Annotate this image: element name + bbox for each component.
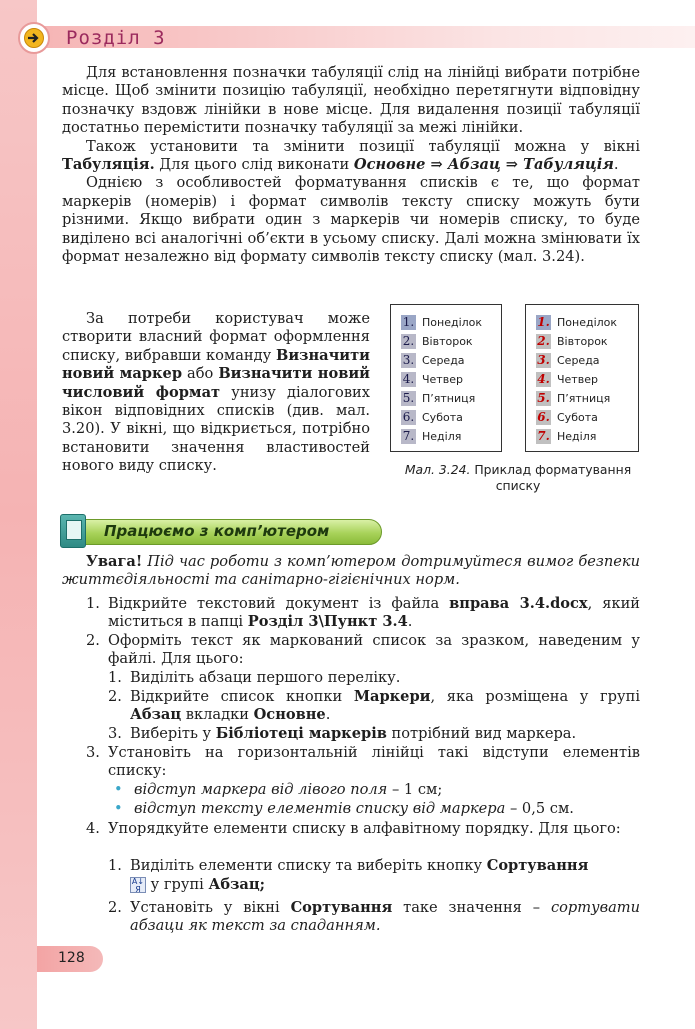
list-number-marker: 5. [537,391,550,405]
p2-path: Основне ⇒ Абзац ⇒ Табуляція [353,156,614,174]
list-number-marker: 3. [402,353,415,367]
list-item-label: П’ятниця [422,392,476,405]
figure-list-item [536,315,617,333]
list-item-label: П’ятниця [557,392,611,405]
s1-c: , який міститься в папці [108,595,641,631]
figure-caption [398,462,638,494]
s3b1-a: відступ маркера від лівого поля [134,781,388,798]
figure-list-style-a [390,304,502,452]
list-number-marker: 6. [402,410,415,424]
p4-text-a: За потреби користувач може створити власний формат оформлення списку, вибравши команду [62,310,370,364]
step-3-number: 3. [86,744,100,761]
list-item-label: Неділя [557,430,597,443]
step-1-number: 1. [86,595,100,612]
list-number-marker: 5. [402,391,415,405]
p4-text-c: або [182,365,219,383]
list-item-label: Середа [422,354,465,367]
practice-title: Працюємо з комп’ютером [104,522,330,540]
list-number-marker: 2. [402,334,415,348]
list-number-marker: 7. [537,429,550,443]
figure-list-item [401,353,465,371]
step-2-3-number: 3. [108,725,122,742]
step-2-1-number: 1. [108,669,122,686]
s22-f: Основне [253,706,326,724]
list-number-marker: 1. [402,315,415,329]
step-3: Установіть на горизонтальній лінійці такі відступи елементів списку: [108,744,640,780]
warning-label: Увага! [86,553,143,570]
s42-a: Установіть у вікні [130,899,291,916]
bullet-icon: • [114,800,123,817]
list-number-marker: 4. [402,372,415,386]
list-item-label: Четвер [422,373,463,386]
step-4-number: 4. [86,820,100,837]
warning-text: Під час роботи з комп’ютером дотримуйтеся вимог безпеки життєдіяльності та санітарно-гігієнічних норм. [62,553,640,589]
p4-text-e: унизу діалогових вікон відповідних списків (див. мал. 3.20). У вікні, що відкриється, потрібно встановити значення властивостей нового виду списку. [62,383,370,475]
s22-d: Абзац [130,706,182,724]
list-number-marker: 2. [537,334,550,348]
list-item-label: Понеділок [557,316,618,329]
s23-b: Бібліотеці маркерів [215,725,387,742]
p4-bold-2: Визначити новий числовий формат [62,365,370,401]
s1-file: вправа 3.4.docx [449,595,588,612]
computer-icon [60,514,86,548]
warning [62,553,640,590]
figure-list-item [536,410,598,428]
list-number-marker: 6. [537,410,550,424]
step-4-1-number: 1. [108,857,122,874]
figure-list-item [536,353,600,371]
paragraph-2 [62,138,640,175]
left-margin-strip [0,0,37,1029]
figure-list-item [401,391,475,409]
caption-number: Мал. 3.24. [404,462,471,477]
s3b2-b: – 0,5 см. [505,800,574,817]
paragraph-1-text: Для встановлення позначки табуляції слід на лінійці вибрати потрібне місце. Щоб змінити позицію табуляції, необхідно перетягнути відповідну позначку вздовж лінійки в нове місце. Для видалення позиції табуляції достатньо перемістити позначку табуляції за межі лінійки. [62,64,640,137]
s1-e: . [407,613,413,631]
p4-bold-1: Визначити новий маркер [62,346,370,383]
list-number-marker: 7. [402,429,415,443]
page-number: 128 [58,950,85,966]
list-item-label: Середа [557,354,600,367]
step-3-bullet-1 [134,781,640,799]
sort-icon: A↓ Я [131,877,145,894]
step-1 [108,595,640,632]
list-number-marker: 1. [537,315,550,329]
s23-c: потрібний вид маркера. [386,725,577,742]
step-4-2-number: 2. [108,899,122,916]
arrow-icon [18,22,50,54]
step-2-2 [130,688,640,725]
figure-list-item [536,334,608,352]
section-title: Розділ 3 [66,27,166,49]
step-2-3 [130,725,640,743]
list-number-marker: 4. [537,372,550,386]
s42-c: таке значення – [392,899,551,916]
list-item-label: Вівторок [557,335,608,348]
figure-list-style-b [525,304,639,452]
s41-b: Сортування [486,857,589,874]
s1-folder: Розділ 3\Пункт 3.4 [247,613,408,631]
s42-d: сортувати абзаци як текст за спаданням. [130,899,641,935]
list-number-marker: 3. [537,353,550,367]
figure-list-item [401,315,482,333]
paragraph-4 [62,310,370,476]
list-item-label: Понеділок [422,316,483,329]
list-item-label: Субота [557,411,598,424]
step-2-2-number: 2. [108,688,122,705]
bullet-icon: • [114,781,123,798]
list-item-label: Вівторок [422,335,473,348]
p2-text-c: Для цього слід виконати [154,156,354,174]
step-3-bullet-2 [134,800,640,818]
figure-list-item [401,410,463,428]
s22-c: , яка розміщена у групі [430,688,640,705]
step-4-2 [130,899,640,936]
s3b2-a: відступ тексту елементів списку від маркера [134,800,506,817]
s3b1-b: – 1 см; [387,781,443,798]
step-4-1 [130,857,640,875]
figure-list-item [401,429,461,447]
step-2-1: Виділіть абзаци першого переліку. [130,669,401,686]
p2-bold: Табуляція. [62,156,155,174]
s41-d: Абзац; [208,876,266,893]
s1-a: Відкрийте текстовий документ із файла [108,595,450,612]
s41-c: у групі [146,876,209,893]
figure-list-item [401,334,473,352]
s23-a: Виберіть у [130,725,216,742]
step-2-number: 2. [86,632,100,649]
s22-b: Маркери [353,688,431,705]
figure-list-item [536,429,596,447]
s42-b: Сортування [290,899,393,916]
caption-text: Приклад форматування списку [470,462,632,493]
s22-a: Відкрийте список кнопки [130,688,354,705]
s41-a: Виділіть елементи списку та виберіть кнопку [130,857,487,874]
s22-e: вкладки [181,706,254,724]
paragraph-3-text: Однією з особливостей форматування списків є те, що формат маркерів (номерів) і формат символів тексту списку можуть бути різними. Якщо вибрати один з маркерів чи номерів списку, то буде виділено всі аналогічні об’єкти в усьому списку. Далі можна змінювати їх формат незалежно від формату символів тексту списку (мал. 3.24). [62,174,640,266]
list-item-label: Четвер [557,373,598,386]
list-item-label: Неділя [422,430,462,443]
figure-list-item [536,391,610,409]
step-4-1-cont [130,876,640,894]
step-4: Упорядкуйте елементи списку в алфавітному порядку. Для цього: [108,820,621,837]
p2-text-e: . [613,156,619,174]
paragraph-tabulation [62,64,640,266]
list-item-label: Субота [422,411,463,424]
s22-g: . [325,706,331,724]
figure-list-item [401,372,463,390]
p2-text-a: Також установити та змінити позиції табуляції можна у вікні [86,137,640,155]
figure-list-item [536,372,598,390]
step-2: Оформіть текст як маркований список за зразком, наведеним у файлі. Для цього: [108,632,640,668]
